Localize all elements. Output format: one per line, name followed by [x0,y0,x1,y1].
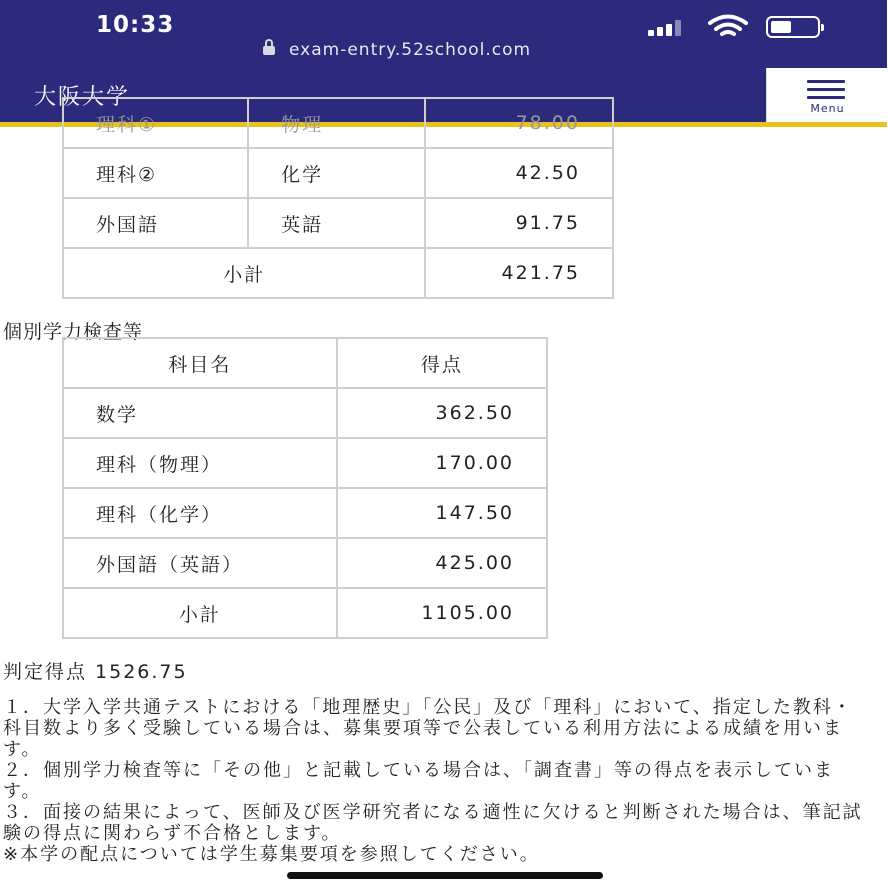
table-row [63,98,613,148]
category-cell: 外国語 [63,198,248,248]
score-cell: 91.75 [425,198,613,248]
site-title[interactable]: 大阪大学 [34,85,131,110]
category-cell: 理科① [63,98,248,148]
wifi-icon [706,14,750,40]
subtotal-value: 1105.00 [337,588,547,638]
lock-icon [263,44,275,56]
subject-cell: 英語 [248,198,425,248]
home-indicator[interactable] [287,872,603,879]
note-item: ２．個別学力検査等に「その他」と記載している場合は、「調査書」等の得点を表示しています。 [3,760,834,802]
table-row [63,388,547,438]
table-row [63,488,547,538]
table-row [63,198,613,248]
table-row [63,148,613,198]
score-content [0,112,887,887]
table-row [63,438,547,488]
address-bar[interactable] [263,40,531,60]
score-cell: 42.50 [425,148,613,198]
subtotal-row [63,248,613,298]
menu-icon [807,80,845,104]
column-header-score: 得点 [337,338,547,388]
section-title: 個別学力検査等 [3,321,144,343]
note-item: ３．面接の結果によって、医師及び医学研究者になる適性に欠けると判断された場合は、筆記試験の得点に関わらず不合格とします。 [3,802,863,844]
url-text: exam-entry.52school.com [289,40,532,60]
individual-exam-table [62,337,548,639]
column-header-subject: 科目名 [63,338,337,388]
subtotal-value: 421.75 [425,248,613,298]
category-cell: 理科② [63,148,248,198]
score-cell: 78.00 [425,98,613,148]
score-cell: 147.50 [337,488,547,538]
signal-icon [648,20,692,36]
score-cell: 425.00 [337,538,547,588]
menu-label: Menu [810,102,845,115]
subject-cell: 物理 [248,98,425,148]
note-item: １．大学入学共通テストにおける「地理歴史」「公民」及び「理科」において、指定した教科・科目数より多く受験している場合は、募集要項等で公表している利用方法による成績を用います。 [3,697,853,760]
judgement-score: 判定得点 1526.75 [3,661,188,683]
subtotal-label: 小計 [63,588,337,638]
battery-icon [766,16,820,38]
table-header-row [63,338,547,388]
subtotal-row [63,588,547,638]
note-item: ※本学の配点については学生募集要項を参照してください。 [3,844,540,865]
subject-cell: 理科（物理） [63,438,337,488]
subtotal-label: 小計 [63,248,425,298]
subject-cell: 理科（化学） [63,488,337,538]
table-row [63,538,547,588]
menu-button[interactable] [766,68,888,122]
subject-cell: 数学 [63,388,337,438]
score-cell: 170.00 [337,438,547,488]
score-cell: 362.50 [337,388,547,438]
status-time: 10:33 [96,12,175,38]
subject-cell: 化学 [248,148,425,198]
notes [3,697,863,865]
subject-cell: 外国語（英語） [63,538,337,588]
common-test-table [62,97,614,299]
